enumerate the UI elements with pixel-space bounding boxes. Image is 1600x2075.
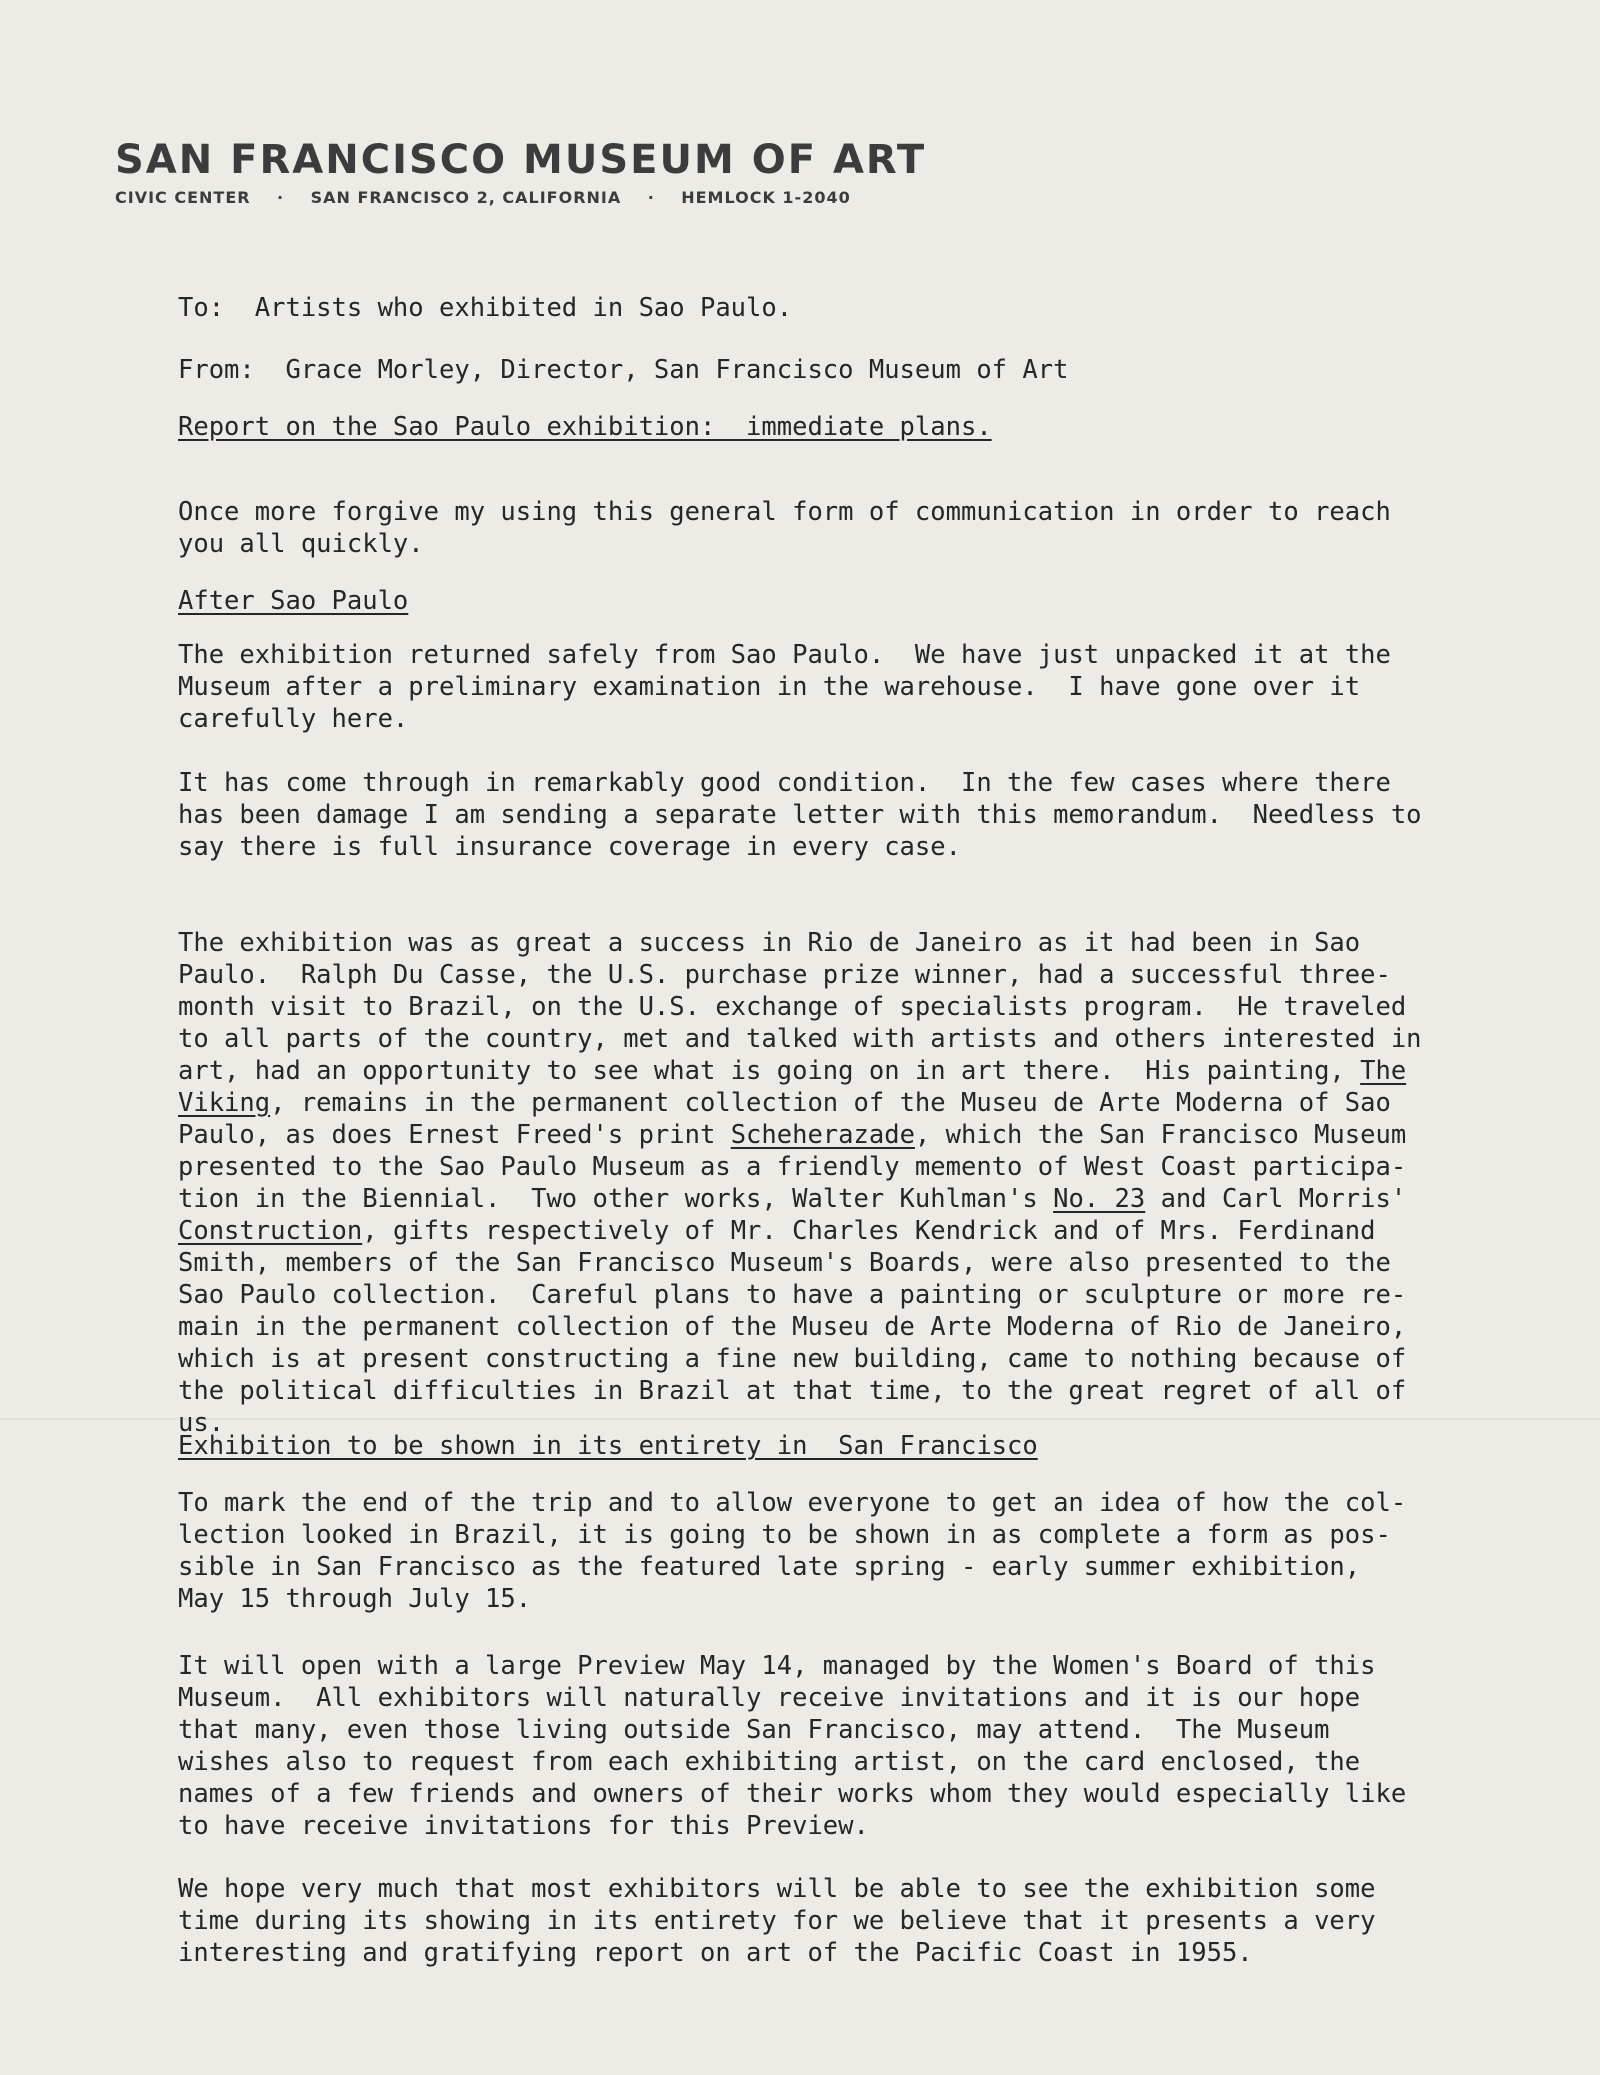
paragraph-condition: It has come through in remarkably good condition. In the few cases where there has been damage I am sending a separate letter with this memorandum. Needless to say there is full insurance coverage in every case.	[178, 768, 1422, 862]
title-the-viking: The	[1360, 1056, 1407, 1086]
paragraph-closing: We hope very much that most exhibitors will be able to see the exhibition some time during its showing in its entirety for we believe that it presents a very interesting and gratifying report on art of the Pacific Coast in 1955.	[178, 1874, 1376, 1968]
memo-subject: Report on the Sao Paulo exhibition: immediate plans.	[178, 412, 992, 442]
title-scheherazade: Scheherazade	[730, 1120, 915, 1150]
address-civic-center: CIVIC CENTER	[115, 188, 251, 207]
paragraph-schedule: To mark the end of the trip and to allow everyone to get an idea of how the col- lection looked in Brazil, it is going to be shown in as complete a form as pos- sible in San Francisco as the featured late spring - early summer exhibition, May 15 through July 15.	[178, 1488, 1407, 1614]
museum-address	[115, 188, 1015, 207]
heading-exhibition-entirety: Exhibition to be shown in its entirety in San Francisco	[178, 1431, 1038, 1461]
title-construction: Construction	[178, 1216, 363, 1246]
title-viking: Viking	[178, 1088, 271, 1118]
address-city: SAN FRANCISCO 2, CALIFORNIA	[310, 188, 622, 207]
museum-name: SAN FRANCISCO MUSEUM OF ART	[115, 137, 927, 183]
title-no-23: No. 23	[1053, 1184, 1146, 1214]
memo-from: From: Grace Morley, Director, San Francisco Museum of Art	[178, 355, 1069, 385]
paragraph-return: The exhibition returned safely from Sao Paulo. We have just unpacked it at the Museum after a preliminary examination in the warehouse. I have gone over it carefully here.	[178, 640, 1391, 734]
memo-to: To: Artists who exhibited in Sao Paulo.	[178, 293, 793, 323]
intro-paragraph: Once more forgive my using this general form of communication in order to reach you all quickly.	[178, 497, 1391, 559]
paragraph-rio: The exhibition was as great a success in Rio de Janeiro as it had been in Sao Paulo. Ralph Du Casse, the U.S. purchase prize winner, had a successful three- month visit to Brazil, on the U.S. exchange of specialists program. He traveled to all parts of the country, met and talked with artists and others interested in art, had an opportunity to see what is going on in art there. His painting, The Viking, remains in the permanent collection of the Museu de Arte Moderna of Sao Paulo, as does Ernest Freed's print Scheherazade, which the San Francisco Museum presented to the Sao Paulo Museum as a friendly memento of West Coast participa- tion in the Biennial. Two other works, Walter Kuhlman's No. 23 and Carl Morris' Construction, gifts respectively of Mr. Charles Kendrick and of Mrs. Ferdinand Smith, members of the San Francisco Museum's Boards, were also presented to the Sao Paulo collection. Careful plans to have a painting or sculpture or more re- main in the permanent collection of the Museu de Arte Moderna of Rio de Janeiro, which is at present constructing a fine new building, came to nothing because of the political difficulties in Brazil at that time, to the great regret of all of us.	[178, 928, 1422, 1438]
address-separator: ·	[277, 188, 285, 207]
paragraph-preview: It will open with a large Preview May 14, managed by the Women's Board of this Museum. All exhibitors will naturally receive invitations and it is our hope that many, even those living outside San Francisco, may attend. The Museum wishes also to request from each exhibiting artist, on the card enclosed, the names of a few friends and owners of their works whom they would especially like to have receive invitations for this Preview.	[178, 1651, 1407, 1841]
letterhead	[115, 137, 1015, 207]
heading-after-sao-paulo: After Sao Paulo	[178, 586, 409, 616]
address-separator: ·	[647, 188, 655, 207]
address-phone: HEMLOCK 1-2040	[681, 188, 851, 207]
